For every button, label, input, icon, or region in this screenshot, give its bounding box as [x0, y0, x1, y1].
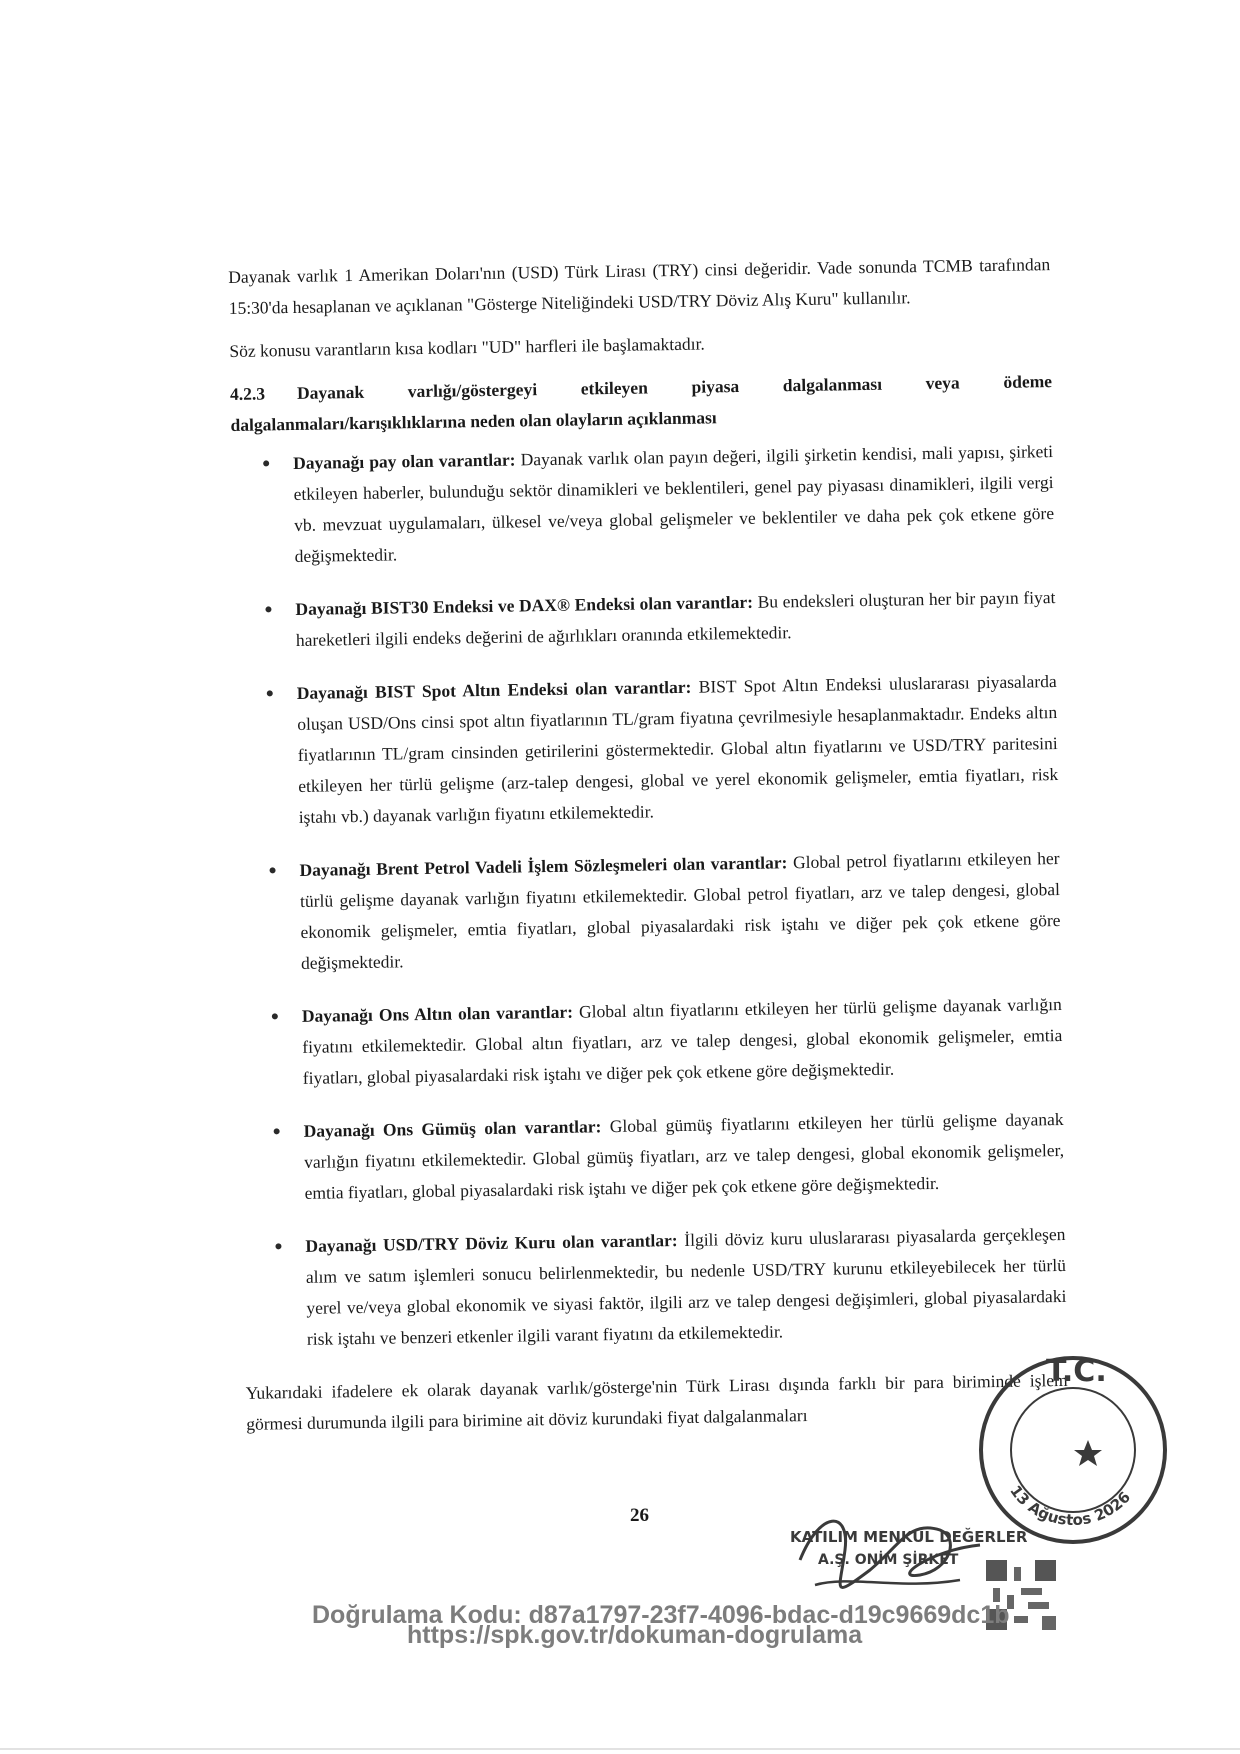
intro-paragraph-1: Dayanak varlık 1 Amerikan Doları'nın (USD) Türk Lirası (TRY) cinsi değeridir. Vade sonunda TCMB tarafından 15:30'da hesaplanan ve açıklanan "Gösterge Niteliğindeki USD/TRY Döviz Alış Kuru" kullanılır. [228, 254, 1051, 318]
list-item [235, 666, 1059, 834]
bullet-text: Global petrol fiyatlarını etkileyen her türlü gelişme dayanak varlığın fiyatını etkilemektedir. Global petrol fiyatları, arz ve talep dengesi, global ekonomik gelişmeler, emtia fiyatları, global piyasalardaki risk iştahı ve diğer pek çok etkene göre değişmektedir. [299, 848, 1061, 973]
bullet-text: Dayanak varlık olan payın değeri, ilgili şirketin kendisi, mali yapısı, şirketi etkileyen haberler, bulunduğu sektör dinamikleri ve beklentileri, genel pay piyasası dinamikleri, ilgili vergi vb. mevzuat uygulamaları, ülkesel ve/veya global gelişmeler ve beklentiler ve daha pek çok etkene göre değişmektedir. [293, 441, 1055, 566]
bullet-text: Global gümüş fiyatlarını etkileyen her türlü gelişme dayanak varlığın fiyatını etkilemektedir. Global gümüş fiyatları, arz ve talep dengesi, global ekonomik gelişmeler, emtia fiyatları, global piyasalardaki risk iştahı ve diğer pek çok etkene göre değişmektedir. [303, 1108, 1065, 1203]
bullet-lead: Dayanağı USD/TRY Döviz Kuru olan varantlar: [305, 1230, 678, 1256]
handwritten-signature [790, 1490, 990, 1610]
seal-top-text: T.C. [1046, 1354, 1107, 1389]
bullet-lead: Dayanağı BIST Spot Altın Endeksi olan varantlar: [296, 676, 692, 703]
bullet-lead: Dayanağı Brent Petrol Vadeli İşlem Sözleşmeleri olan varantlar: [299, 852, 788, 880]
bullet-text: İlgili döviz kuru uluslararası piyasalarda gerçekleşen alım ve satım işlemleri sonucu belirlenmektedir, bu nedenle USD/TRY kurunu etkileyebilecek her türlü yerel ve/veya global ekonomik ve siyasi faktör, ilgili arz ve talep dengesi değişimleri, global piyasalardaki risk iştahı ve benzeri etkenler ilgili varant fiyatını da etkilemektedir. [305, 1223, 1067, 1349]
bullet-lead: Dayanağı pay olan varantlar: [293, 449, 516, 473]
bullet-text: BIST Spot Altın Endeksi uluslararası piyasalarda oluşan USD/Ons cinsi spot altın fiyatlarının TL/gram fiyatına çevrilmesiyle hesaplanmaktadır. Endeks altın fiyatlarının TL/gram cinsinden getirilerini göstermektedir. Global altın fiyatlarını ve USD/TRY paritesini etkileyen her türlü gelişme (arz-talep dengesi, global ve yerel ekonomik gelişmeler, emtia fiyatları, risk iştahı vb.) dayanak varlığın fiyatını etkilemektedir. [297, 671, 1059, 827]
company-stamp-line-2: A.Ş. ONİM ŞİRKET [818, 1552, 959, 1568]
list-item [237, 843, 1061, 980]
bullet-icon [263, 460, 269, 466]
bullet-icon [267, 690, 273, 696]
company-stamp-line-1: KATILIM MENKUL DEĞERLER [790, 1528, 1028, 1546]
bullet-lead: Dayanağı Ons Altın olan varantlar: [301, 1001, 574, 1026]
bullet-text: Global altın fiyatlarını etkileyen her türlü gelişme dayanak varlığın fiyatını etkilemektedir. Global altın fiyatları, arz ve talep dengesi, global ekonomik gelişmeler, emtia fiyatları, global piyasalardaki risk iştahı ve diğer pek çok etkene göre değişmektedir. [302, 993, 1063, 1088]
seal-date-text: 13 Ağustos 2026 [1006, 1481, 1135, 1530]
bullet-lead: Dayanağı Ons Gümüş olan varantlar: [303, 1116, 602, 1141]
page-bottom-edge [0, 1748, 1240, 1750]
bullet-icon [265, 606, 271, 612]
verification-code: Doğrulama Kodu: d87a1797-23f7-4096-bdac-d19c9669dc1b [312, 1601, 1010, 1629]
list-item [240, 989, 1063, 1095]
list-item [243, 1219, 1067, 1356]
list-item [231, 436, 1055, 573]
closing-paragraph: Yukarıdaki ifadelere ek olarak dayanak varlık/gösterge'nin Türk Lirası dışında farklı bir para biriminde işlem görmesi durumunda ilgili para birimine ait döviz kurundaki fiyat dalgalanmaları [245, 1369, 1068, 1434]
bullet-list [231, 436, 1067, 1356]
section-heading [230, 366, 1053, 441]
section-number: 4.2.3 [229, 383, 266, 404]
bullet-icon [275, 1243, 281, 1249]
document-body [228, 249, 1069, 1452]
bullet-lead: Dayanağı BIST30 Endeksi ve DAX® Endeksi olan varantlar: [295, 591, 754, 619]
verification-url[interactable]: https://spk.gov.tr/dokuman-dogrulama [407, 1621, 863, 1649]
bullet-icon [270, 867, 276, 873]
intro-paragraph-2: Söz konusu varantların kısa kodları "UD" harfleri ile başlamaktadır. [229, 333, 705, 361]
page-number: 26 [630, 1505, 649, 1526]
bullet-icon [274, 1128, 280, 1134]
verification-footer [312, 1601, 1010, 1649]
list-item [241, 1104, 1064, 1210]
list-item [233, 582, 1056, 657]
section-title: Dayanak varlığı/göstergeyi etkileyen piyasa dalgalanması veya ödeme dalgalanmaları/karışıklıklarına neden olan olayların açıklanması [230, 371, 1053, 435]
bullet-icon [272, 1013, 278, 1019]
bullet-text: Bu endeksleri oluşturan her bir payın fiyat hareketleri ilgili endeks değerini de ağırlıkları oranında etkilemektedir. [295, 587, 1056, 650]
